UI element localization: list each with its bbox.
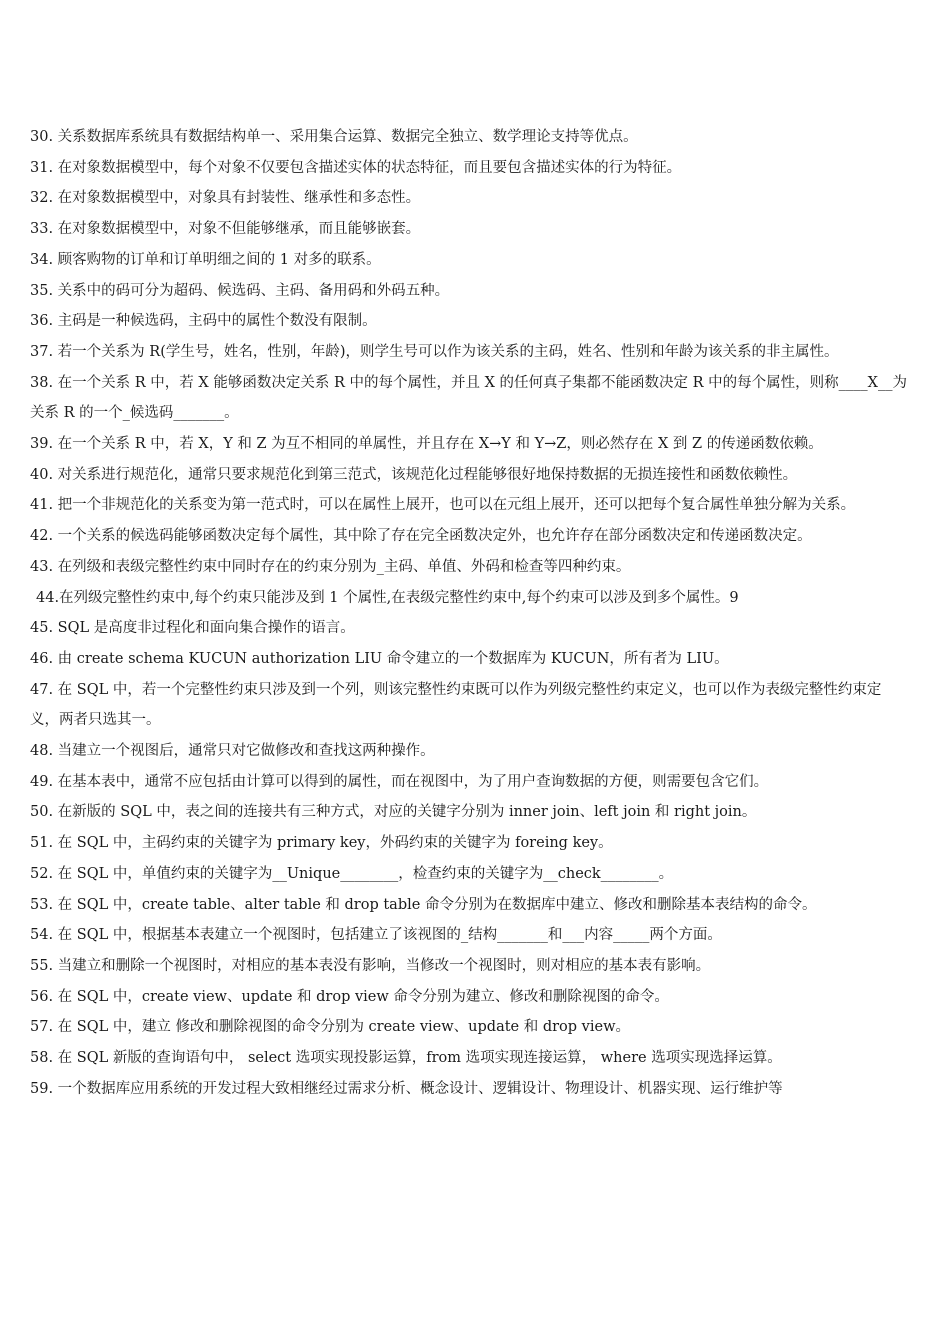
question-37: 37. 若一个关系为 R(学生号，姓名，性别，年龄)，则学生号可以作为该关系的主码，姓名、性别和年龄为该关系的非主属性。 <box>30 343 839 360</box>
question-33: 33. 在对象数据模型中，对象不但能够继承，而且能够嵌套。 <box>30 221 421 238</box>
question-39: 39. 在一个关系 R 中，若 X，Y 和 Z 为互不相同的单属性，并且存在 X→Y 和 Y→Z，则必然存在 X 到 Z 的传递函数依赖。 <box>30 436 823 453</box>
question-31: 31. 在对象数据模型中，每个对象不仅要包含描述实体的状态特征，而且要包含描述实体的行为特征。 <box>30 159 682 176</box>
question-55: 55. 当建立和删除一个视图时，对相应的基本表没有影响，当修改一个视图时，则对相应的基本表有影响。 <box>30 957 711 974</box>
question-41: 41. 把一个非规范化的关系变为第一范式时，可以在属性上展开，也可以在元组上展开，还可以把每个复合属性单独分解为关系。 <box>30 497 856 514</box>
question-42: 42. 一个关系的候选码能够函数决定每个属性，其中除了存在完全函数决定外，也允许存在部分函数决定和传递函数决定。 <box>30 528 812 545</box>
question-44: 44.在列级完整性约束中,每个约束只能涉及到 1 个属性,在表级完整性约束中,每个约束可以涉及到多个属性。9 <box>36 589 739 606</box>
question-57: 57. 在 SQL 中，建立 修改和删除视图的命令分别为 create view、update 和 drop view。 <box>30 1019 630 1036</box>
question-52: 52. 在 SQL 中，单值约束的关键字为__Unique________，检查约束的关键字为__check________。 <box>30 865 674 882</box>
question-49: 49. 在基本表中，通常不应包括由计算可以得到的属性，而在视图中，为了用户查询数据的方便，则需要包含它们。 <box>30 773 769 790</box>
question-53: 53. 在 SQL 中，create table、alter table 和 drop table 命令分别为在数据库中建立、修改和删除基本表结构的命令。 <box>30 896 817 913</box>
document-body <box>30 122 910 1105</box>
question-48: 48. 当建立一个视图后，通常只对它做修改和查找这两种操作。 <box>30 743 435 760</box>
question-36: 36. 主码是一种候选码，主码中的属性个数没有限制。 <box>30 313 377 330</box>
question-56: 56. 在 SQL 中，create view、update 和 drop view 命令分别为建立、修改和删除视图的命令。 <box>30 988 669 1005</box>
question-46: 46. 由 create schema KUCUN authorization LIU 命令建立的一个数据库为 KUCUN，所有者为 LIU。 <box>30 650 729 667</box>
question-35: 35. 关系中的码可分为超码、候选码、主码、备用码和外码五种。 <box>30 282 450 299</box>
question-34: 34. 顾客购物的订单和订单明细之间的 1 对多的联系。 <box>30 251 381 268</box>
question-58: 58. 在 SQL 新版的查询语句中， select 选项实现投影运算，from 选项实现连接运算， where 选项实现选择运算。 <box>30 1050 782 1067</box>
question-40: 40. 对关系进行规范化，通常只要求规范化到第三范式，该规范化过程能够很好地保持数据的无损连接性和函数依赖性。 <box>30 466 798 483</box>
question-30: 30. 关系数据库系统具有数据结构单一、采用集合运算、数据完全独立、数学理论支持等优点。 <box>30 129 638 145</box>
question-32: 32. 在对象数据模型中，对象具有封装性、继承性和多态性。 <box>30 190 421 207</box>
question-38: 38. 在一个关系 R 中，若 X 能够函数决定关系 R 中的每个属性，并且 X 的任何真子集都不能函数决定 R 中的每个属性，则称____X__为关系 R 的一个_候选码_______。 <box>30 374 907 422</box>
question-45: 45. SQL 是高度非过程化和面向集合操作的语言。 <box>30 620 355 637</box>
question-50: 50. 在新版的 SQL 中，表之间的连接共有三种方式，对应的关键字分别为 inner join、left join 和 right join。 <box>30 804 757 821</box>
question-51: 51. 在 SQL 中，主码约束的关键字为 primary key，外码约束的关键字为 foreing key。 <box>30 835 613 852</box>
question-43: 43. 在列级和表级完整性约束中同时存在的约束分别为_主码、单值、外码和检查等四种约束。 <box>30 558 631 575</box>
question-54: 54. 在 SQL 中，根据基本表建立一个视图时，包括建立了该视图的_结构_______和___内容_____两个方面。 <box>30 927 722 944</box>
question-47: 47. 在 SQL 中，若一个完整性约束只涉及到一个列，则该完整性约束既可以作为列级完整性约束定义，也可以作为表级完整性约束定义，两者只选其一。 <box>30 681 882 729</box>
question-59: 59. 一个数据库应用系统的开发过程大致相继经过需求分析、概念设计、逻辑设计、物理设计、机器实现、运行维护等 <box>30 1080 783 1097</box>
